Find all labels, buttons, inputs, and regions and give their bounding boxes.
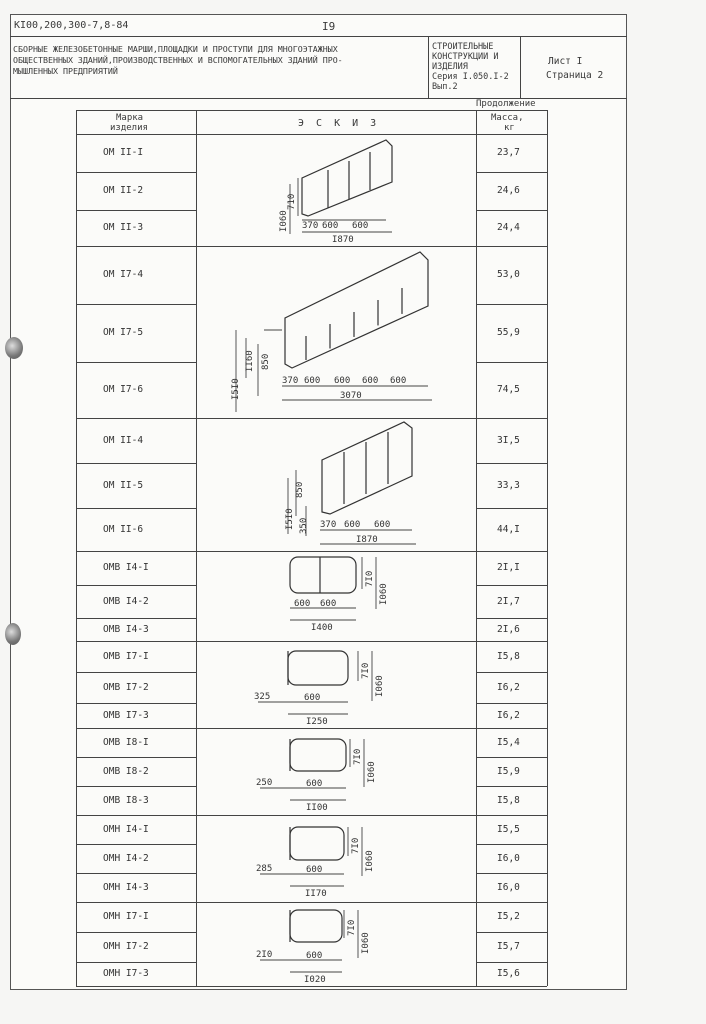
dim-height: I060: [375, 675, 385, 697]
row-mass: 55,9: [497, 327, 520, 338]
row-mass: 44,I: [497, 523, 520, 535]
dim-height: I060: [365, 850, 375, 872]
dim-height: 850: [261, 353, 271, 370]
dim-height: 7I0: [365, 570, 375, 587]
series-line-1: СТРОИТЕЛЬНЫЕ: [432, 42, 494, 52]
row-mark: ОМ II-3: [103, 222, 144, 233]
sketch-dimension: 370: [282, 376, 299, 386]
row-mark: ОМВ I4-3: [103, 623, 149, 635]
landing-outline: [290, 557, 356, 593]
dim-height: I060: [279, 210, 289, 232]
row-mark: ОМ II-5: [103, 479, 144, 491]
series-line-5: Вып.2: [432, 82, 458, 92]
row-mark: ОМ I7-6: [103, 384, 144, 395]
dim-height: I060: [379, 583, 389, 605]
series-line-3: ИЗДЕЛИЯ: [432, 62, 468, 72]
dim-height: 350: [299, 517, 309, 534]
row-mark: ОМН I4-3: [103, 881, 149, 893]
sketch-dimension: 285: [256, 864, 273, 874]
col-header-mark-1: Марка: [116, 113, 144, 123]
dim-height: 710: [287, 193, 297, 210]
sketch-dimension: 600: [304, 693, 321, 703]
row-mark: ОМВ I4-I: [103, 562, 149, 573]
sketch-dimension: 600: [334, 376, 351, 386]
sketch-dimension: 370: [302, 221, 319, 231]
landing-outline: [290, 739, 346, 771]
sketch-dimension: 600: [306, 951, 323, 961]
doc-code: КI00,200,300-7,8-84: [14, 20, 129, 31]
row-mark: ОМВ I8-3: [103, 794, 149, 806]
dim-total: I870: [356, 535, 378, 545]
col-header-mass-2: кг: [504, 123, 515, 133]
row-mass: 3I,5: [497, 434, 520, 446]
row-mark: ОМ II-6: [103, 523, 144, 535]
row-mass: I6,2: [497, 681, 520, 693]
row-mark: ОМВ I7-3: [103, 709, 149, 721]
sketch-dimension: 600: [294, 599, 311, 609]
row-mass: 2I,I: [497, 562, 520, 573]
title-line-2: ОБЩЕСТВЕННЫХ ЗДАНИЙ,ПРОИЗВОДСТВЕННЫХ И ВСПОМОГАТЕЛЬНЫХ ЗДАНИЙ ПРО-: [13, 55, 343, 65]
series-line-4: Серия I.050.I-2: [432, 72, 509, 82]
row-mark: ОМ I7-5: [103, 327, 144, 338]
row-mark: ОМВ I8-I: [103, 736, 149, 748]
landing-outline: [290, 827, 344, 860]
row-mark: ОМ II-I: [103, 147, 144, 158]
dim-total: II00: [306, 803, 328, 813]
row-mark: ОМН I4-2: [103, 852, 149, 864]
row-mass: I5,8: [497, 794, 520, 806]
row-mass: 53,0: [497, 269, 520, 280]
row-mark: ОМВ I8-2: [103, 765, 149, 777]
sheet-label: Лист I: [548, 56, 583, 67]
dim-height: 7I0: [353, 748, 363, 765]
row-mass: 24,6: [497, 185, 520, 196]
sketch-dimension: 600: [306, 779, 323, 789]
continuation-note: Продолжение: [476, 99, 536, 109]
dim-height: I5I0: [231, 378, 241, 400]
sketch-dimension: 600: [374, 520, 391, 530]
row-mass: I6,2: [497, 709, 520, 721]
dim-height: 7I0: [361, 662, 371, 679]
row-mark: ОМВ I4-2: [103, 595, 149, 607]
dim-total: II70: [305, 889, 327, 899]
row-mark: ОМН I7-I: [103, 911, 149, 922]
row-mark: ОМН I4-I: [103, 823, 149, 835]
page-label: Страница 2: [546, 70, 604, 81]
dim-total: I400: [311, 623, 333, 633]
sketch-dimension: 250: [256, 778, 273, 788]
landing-outline: [288, 651, 348, 685]
sketch-dimension: 600: [304, 376, 321, 386]
dim-total: I870: [332, 235, 354, 245]
col-header-mass-1: Масса,: [491, 113, 524, 123]
dim-total: I250: [306, 717, 328, 727]
page-number: I9: [322, 20, 336, 33]
col-header-mark-2: изделия: [110, 123, 148, 133]
sketch-dimension: 2I0: [256, 950, 273, 960]
sketch-dimension: 600: [344, 520, 361, 530]
row-mark: ОМ II-4: [103, 434, 144, 446]
stair-flight-outline: [302, 140, 392, 216]
row-mass: I5,6: [497, 968, 520, 979]
row-mass: 33,3: [497, 479, 520, 491]
sketch-dimension: 600: [306, 865, 323, 875]
row-mass: 23,7: [497, 147, 520, 158]
title-line-3: МЫШЛЕННЫХ ПРЕДПРИЯТИЙ: [13, 66, 118, 76]
row-mark: ОМН I7-2: [103, 941, 149, 952]
sketch-dimension: 325: [254, 692, 271, 702]
dim-total: I020: [304, 975, 326, 985]
row-mass: 24,4: [497, 222, 520, 233]
row-mass: I5,4: [497, 736, 520, 748]
dim-height: I060: [367, 761, 377, 783]
dim-height: II60: [245, 350, 255, 372]
dim-height: 7I0: [351, 837, 361, 854]
row-mass: I5,9: [497, 765, 520, 777]
row-mark: ОМВ I7-I: [103, 650, 149, 662]
row-mass: I5,5: [497, 823, 520, 835]
row-mark: ОМ II-2: [103, 185, 144, 196]
row-mark: ОМ I7-4: [103, 269, 144, 280]
row-mass: I6,0: [497, 881, 520, 893]
stair-flight-outline: [322, 422, 412, 514]
dim-height: I5I0: [285, 508, 295, 530]
row-mass: I6,0: [497, 852, 520, 864]
row-mass: I5,2: [497, 911, 520, 922]
row-mass: 2I,6: [497, 623, 520, 635]
dim-height: I060: [361, 932, 371, 954]
sketch-dimension: 600: [322, 221, 339, 231]
sketch-dimension: 600: [320, 599, 337, 609]
dim-height: 7I0: [347, 919, 357, 936]
sketch-dimension: 600: [390, 376, 407, 386]
sketch-dimension: 600: [362, 376, 379, 386]
dim-total: 3070: [340, 391, 362, 401]
row-mark: ОМВ I7-2: [103, 681, 149, 693]
col-header-sketch: Э С К И З: [298, 118, 380, 129]
title-line-1: СБОРНЫЕ ЖЕЛЕЗОБЕТОННЫЕ МАРШИ,ПЛОЩАДКИ И ПРОСТУПИ ДЛЯ МНОГОЭТАЖНЫХ: [13, 44, 338, 54]
dim-height: 850: [295, 481, 305, 498]
sketch-dimension: 370: [320, 520, 337, 530]
row-mass: 2I,7: [497, 595, 520, 607]
sketch-dimension: 600: [352, 221, 369, 231]
landing-outline: [290, 910, 342, 942]
row-mass: I5,7: [497, 941, 520, 952]
row-mass: 74,5: [497, 384, 520, 395]
series-line-2: КОНСТРУКЦИИ И: [432, 52, 499, 62]
row-mass: I5,8: [497, 650, 520, 662]
row-mark: ОМН I7-3: [103, 968, 149, 979]
